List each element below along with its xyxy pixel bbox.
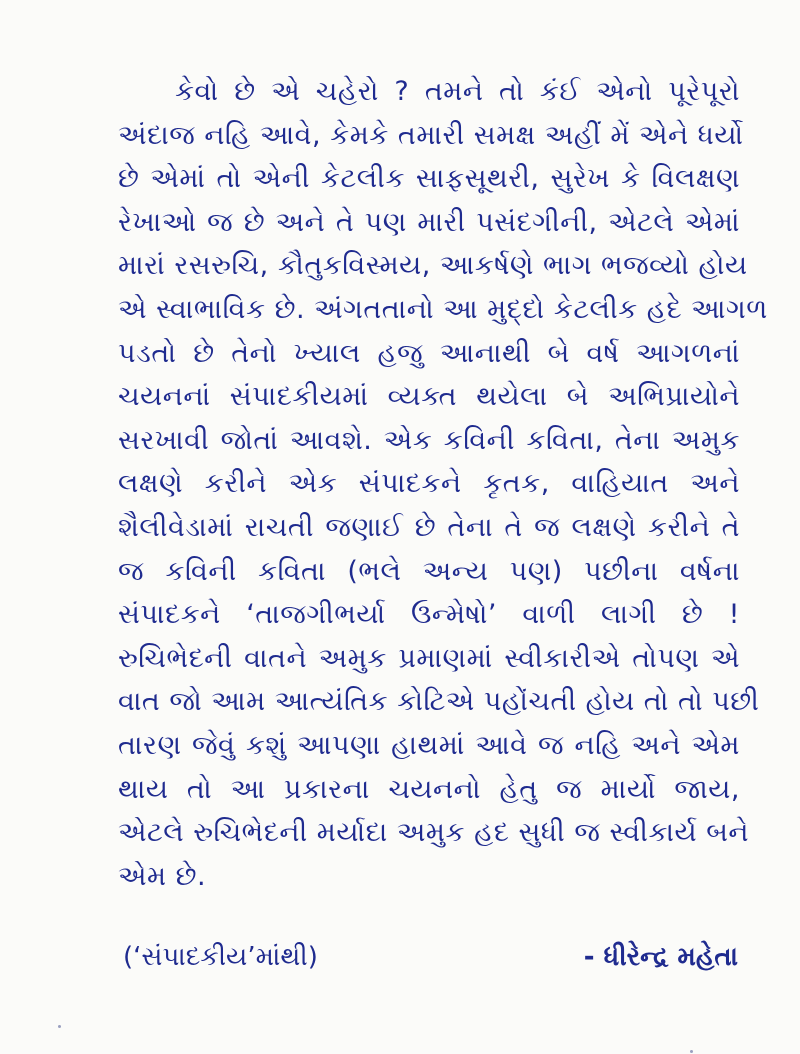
paper-speck bbox=[58, 1025, 61, 1028]
text-line: થાય તો આ પ્રકારના ચયનનો હેતુ જ માર્યો જાય, bbox=[118, 773, 740, 805]
text-line: મારાં રસરુચિ, કૌતુકવિસ્મય, આકર્ષણે ભાગ ભજવ્યો હોય bbox=[118, 250, 748, 282]
text-line: અંદાજ નહિ આવે, કેમકે તમારી સમક્ષ અહીં મેં એને ધર્યો bbox=[118, 119, 744, 151]
text-line: એ સ્વાભાવિક છે. અંગતતાનો આ મુદ્દો કેટલીક હદે આગળ bbox=[118, 293, 768, 325]
text-line: લક્ષણે કરીને એક સંપાદકને કૃતક, વાહિયાત અને bbox=[118, 468, 740, 500]
paper-speck bbox=[690, 1050, 693, 1053]
text-line: જ કવિની કવિતા (ભલે અન્ય પણ) પછીના વર્ષના bbox=[118, 555, 740, 587]
source-note: (‘સંપાદકીય’માંથી) bbox=[123, 942, 318, 972]
text-line: છે એમાં તો એની કેટલીક સાફસૂથરી, સુરેખ કે વિલક્ષણ bbox=[118, 163, 740, 195]
text-line: તારણ જેવું કશું આપણા હાથમાં આવે જ નહિ અને એમ bbox=[118, 729, 740, 761]
text-line: શૈલીવેડામાં રાચતી જણાઈ છે તેના તે જ લક્ષણે કરીને તે bbox=[118, 511, 740, 543]
author-signature: - ધીરેન્દ્ર મહેતા bbox=[583, 942, 738, 972]
text-line: એમ છે. bbox=[118, 860, 207, 892]
text-line: રુચિભેદની વાતને અમુક પ્રમાણમાં સ્વીકારીએ તોપણ એ bbox=[118, 642, 740, 674]
text-line: રેખાઓ જ છે અને તે પણ મારી પસંદગીની, એટલે એમાં bbox=[118, 206, 740, 238]
document-footer bbox=[123, 942, 738, 973]
text-line: ચયનનાં સંપાદકીયમાં વ્યક્ત થયેલા બે અભિપ્રાયોને bbox=[118, 381, 740, 413]
text-line: સંપાદકને ‘તાજગીભર્યા ઉન્મેષો’ વાળી લાગી છે ! bbox=[118, 599, 740, 631]
text-line: વાત જો આમ આત્યંતિક કોટિએ પહોંચતી હોય તો તો પછી bbox=[118, 686, 760, 718]
text-line: સરખાવી જોતાં આવશે. એક કવિની કવિતા, તેના અમુક bbox=[118, 424, 740, 456]
text-line: પડતો છે તેનો ખ્યાલ હજુ આનાથી બે વર્ષ આગળનાં bbox=[118, 337, 740, 369]
text-line: એટલે રુચિભેદની મર્યાદા અમુક હદ સુધી જ સ્વીકાર્ય બને bbox=[118, 817, 750, 849]
text-line: કેવો છે એ ચહેરો ? તમને તો કંઈ એનો પૂરેપૂરો bbox=[175, 76, 740, 107]
